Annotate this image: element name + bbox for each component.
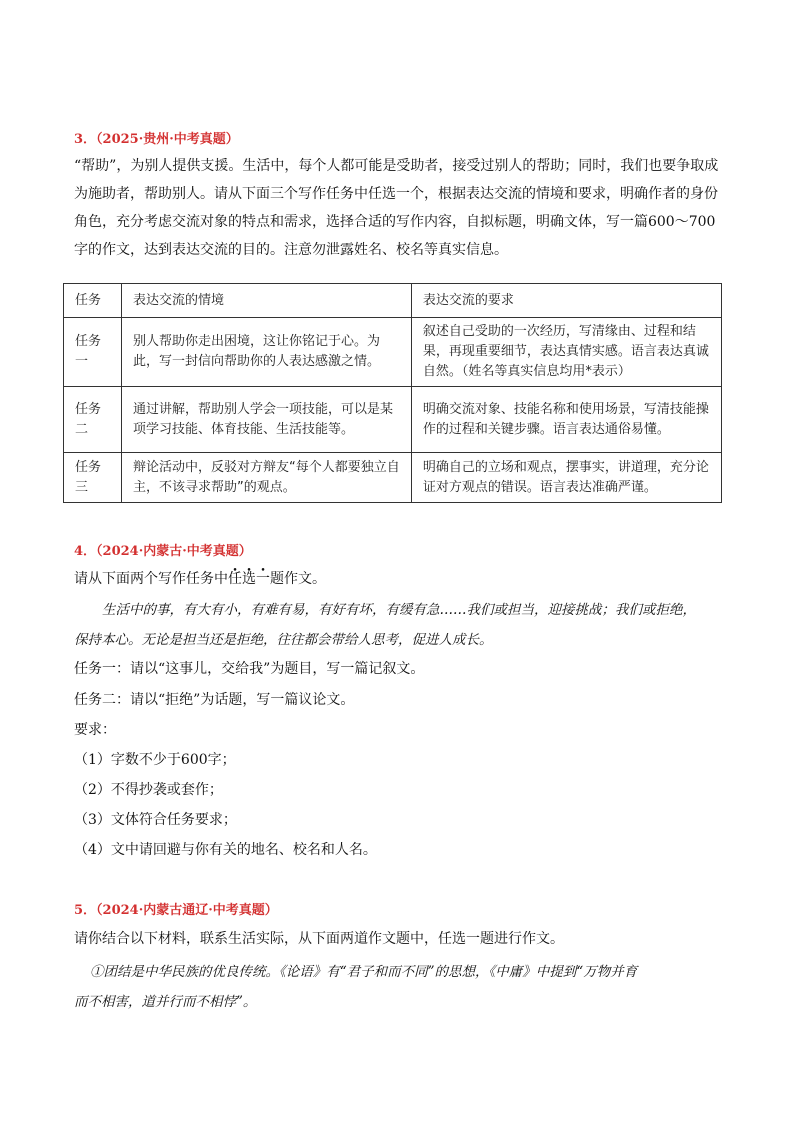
question-3-heading: 3．（2025·贵州·中考真题） [74, 132, 239, 147]
question-5-material-line-1: ①团结是中华民族的优良传统。《论语》有“君子和而不同”的思想，《中庸》中提到“万物并育 [90, 964, 638, 980]
question-4-task-2: 任务二：请以“拒绝”为话题，写一篇议论文。 [74, 692, 355, 708]
question-4-task-1: 任务一：请以“这事儿，交给我”为题目，写一篇记叙文。 [74, 661, 425, 677]
table-cell-context: 别人帮助你走出困境，这让你铭记于心。为此，写一封信向帮助你的人表达感激之情。 [121, 318, 411, 387]
requirement-item: （4）文中请回避与你有关的地名、校名和人名。 [74, 842, 377, 858]
table-header-requirement: 表达交流的要求 [411, 284, 721, 318]
table-header-context: 表达交流的情境 [121, 284, 411, 318]
question-5-instruction: 请你结合以下材料，联系生活实际，从下面两道作文题中，任选一题进行作文。 [74, 931, 564, 947]
table-row [64, 318, 722, 387]
table-cell-context: 通过讲解，帮助别人学会一项技能，可以是某项学习技能、体育技能、生活技能等。 [121, 387, 411, 453]
requirement-item: （2）不得抄袭或套作； [74, 782, 223, 798]
requirement-item: （1）字数不少于600字； [74, 752, 236, 768]
table-cell-requirement: 叙述自己受助的一次经历，写清缘由、过程和结果，再现重要细节，表达真情实感。语言表达真诚自然。（姓名等真实信息均用*表示） [411, 318, 721, 387]
table-cell-requirement: 明确交流对象、技能名称和使用场景，写清技能操作的过程和关键步骤。语言表达通俗易懂。 [411, 387, 721, 453]
table-header-task: 任务 [64, 284, 122, 318]
table-cell-task: 任务一 [64, 318, 122, 387]
question-4-material-line-2: 保持本心。无论是担当还是拒绝，往往都会带给人思考，促进人成长。 [74, 632, 493, 648]
table-cell-context: 辩论活动中，反驳对方辩友“每个人都要独立自主，不该寻求帮助”的观点。 [121, 453, 411, 503]
emphasis-dot-char: 任 [228, 571, 242, 587]
question-4-material-line-1: 生活中的事，有大有小，有难有易，有好有坏，有缓有急……我们或担当，迎接挑战；我们或拒绝， [102, 602, 696, 618]
question-3-body: “帮助”，为别人提供支援。生活中，每个人都可能是受助者，接受过别人的帮助；同时，我们也要争取成为施助者，帮助别人。请从下面三个写作任务中任选一个，根据表达交流的情境和要求，明确作者的身份角色，充分考虑交流对象的特点和需求，选择合适的写作内容，自拟标题，明确文体，写一篇600～700字的作文，达到表达交流的目的。注意勿泄露姓名、校名等真实信息。 [74, 158, 719, 258]
instruction-text-pre: 请从下面两个写作任务中 [74, 571, 228, 587]
question-4-requirements-label: 要求： [74, 722, 116, 738]
table-cell-requirement: 明确自己的立场和观点，摆事实，讲道理，充分论证对方观点的错误。语言表达准确严谨。 [411, 453, 721, 503]
table-row [64, 387, 722, 453]
instruction-text-post: 题作文。 [270, 571, 326, 587]
emphasis-dot-char: 一 [256, 571, 270, 587]
question-5-heading: 5．（2024·内蒙古通辽·中考真题） [74, 903, 278, 918]
question-4-heading: 4．（2024·内蒙古·中考真题） [74, 544, 252, 559]
table-row [64, 453, 722, 503]
table-cell-task: 任务二 [64, 387, 122, 453]
table-cell-task: 任务三 [64, 453, 122, 503]
task-table [63, 283, 722, 503]
requirement-item: （3）文体符合任务要求； [74, 812, 237, 828]
question-5-material-line-2: 而不相害，道并行而不相悖”。 [74, 994, 257, 1010]
question-4-instruction [74, 569, 326, 589]
task-table-header-row [64, 284, 722, 318]
emphasis-dot-char: 选 [242, 571, 256, 587]
